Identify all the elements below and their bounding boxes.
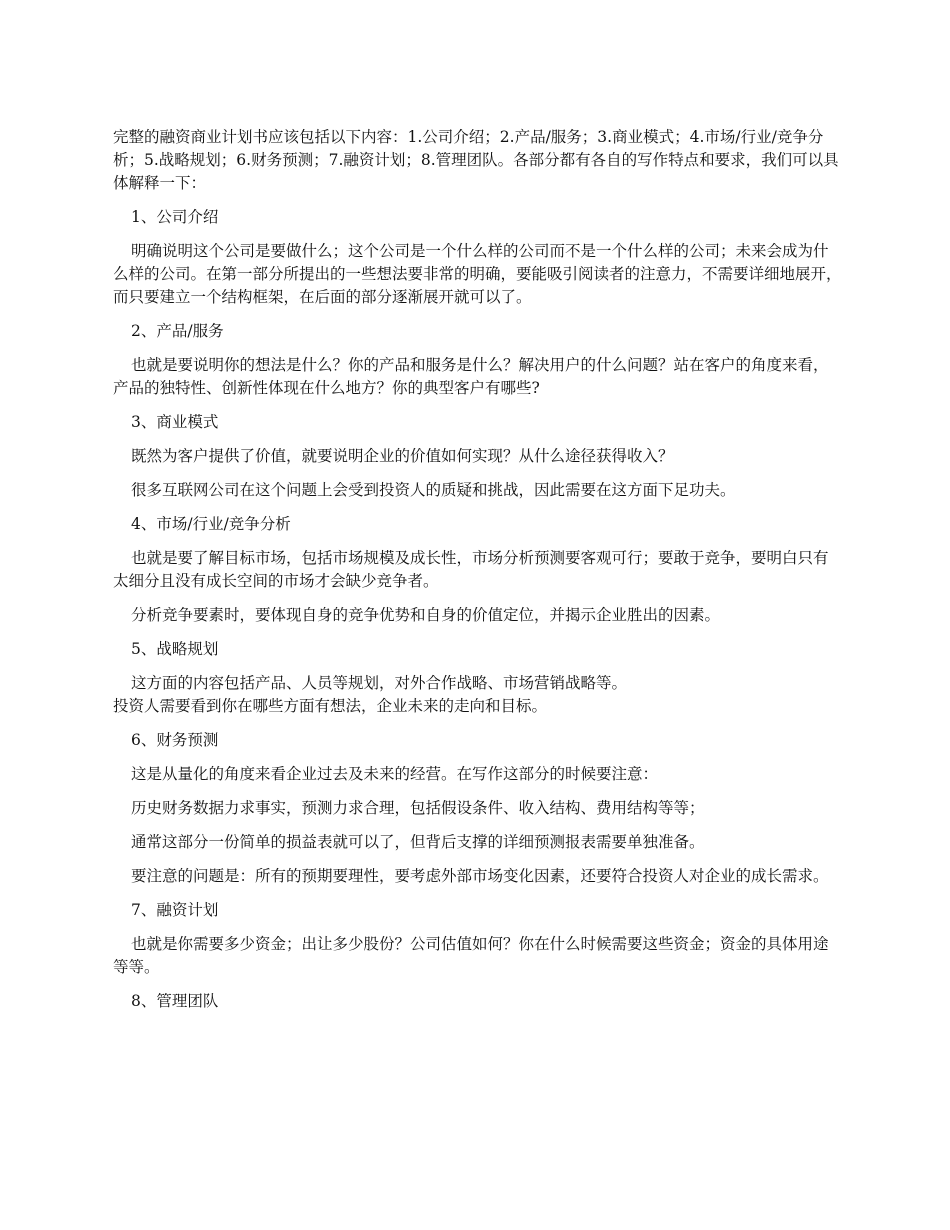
document-body — [113, 126, 843, 1024]
section-heading-company-intro: 1、公司介绍 — [131, 208, 219, 226]
section-heading-business-model: 3、商业模式 — [131, 413, 219, 431]
section-heading-market-analysis: 4、市场/行业/竞争分析 — [131, 515, 291, 533]
section-heading-management-team: 8、管理团队 — [131, 992, 219, 1010]
paragraph-line: 这方面的内容包括产品、人员等规划，对外合作战略、市场营销战略等。 — [131, 674, 628, 692]
intro-paragraph: 完整的融资商业计划书应该包括以下内容：1.公司介绍；2.产品/服务；3.商业模式；4.市场/行业/竞争分析；5.战略规划；6.财务预测；7.融资计划；8.管理团队。各部分都有各自的写作特点和要求，我们可以具体解释一下： — [113, 128, 839, 192]
paragraph: 历史财务数据力求事实，预测力求合理，包括假设条件、收入结构、费用结构等等； — [131, 799, 705, 817]
paragraph-line: 投资人需要看到你在哪些方面有想法，企业未来的走向和目标。 — [113, 697, 548, 715]
section-heading-strategy: 5、战略规划 — [131, 640, 219, 658]
paragraph: 既然为客户提供了价值，就要说明企业的价值如何实现？从什么途径获得收入？ — [131, 447, 674, 465]
section-heading-financing-plan: 7、融资计划 — [131, 901, 219, 919]
paragraph: 要注意的问题是：所有的预期要理性，要考虑外部市场变化因素，还要符合投资人对企业的成长需求。 — [131, 867, 829, 885]
paragraph: 也就是要说明你的想法是什么？你的产品和服务是什么？解决用户的什么问题？站在客户的角度来看，产品的独特性、创新性体现在什么地方？你的典型客户有哪些? — [113, 356, 829, 397]
section-heading-financial-forecast: 6、财务预测 — [131, 731, 219, 749]
paragraph: 也就是要了解目标市场，包括市场规模及成长性，市场分析预测要客观可行；要敢于竞争，要明白只有太细分且没有成长空间的市场才会缺少竞争者。 — [113, 549, 829, 590]
paragraph: 很多互联网公司在这个问题上会受到投资人的质疑和挑战，因此需要在这方面下足功夫。 — [131, 481, 736, 499]
paragraph: 明确说明这个公司是要做什么；这个公司是一个什么样的公司而不是一个什么样的公司；未来会成为什么样的公司。在第一部分所提出的一些想法要非常的明确，要能吸引阅读者的注意力，不需要详细地展开，而只要建立一个结构框架，在后面的部分逐渐展开就可以了。 — [113, 242, 842, 306]
section-heading-product-service: 2、产品/服务 — [131, 322, 224, 340]
paragraph: 这是从量化的角度来看企业过去及未来的经营。在写作这部分的时候要注意： — [131, 765, 659, 783]
paragraph: 分析竞争要素时，要体现自身的竞争优势和自身的价值定位，并揭示企业胜出的因素。 — [131, 606, 721, 624]
paragraph: 也就是你需要多少资金；出让多少股份？公司估值如何？你在什么时候需要这些资金；资金的具体用途等等。 — [113, 935, 829, 976]
paragraph: 通常这部分一份简单的损益表就可以了，但背后支撑的详细预测报表需要单独准备。 — [131, 833, 705, 851]
